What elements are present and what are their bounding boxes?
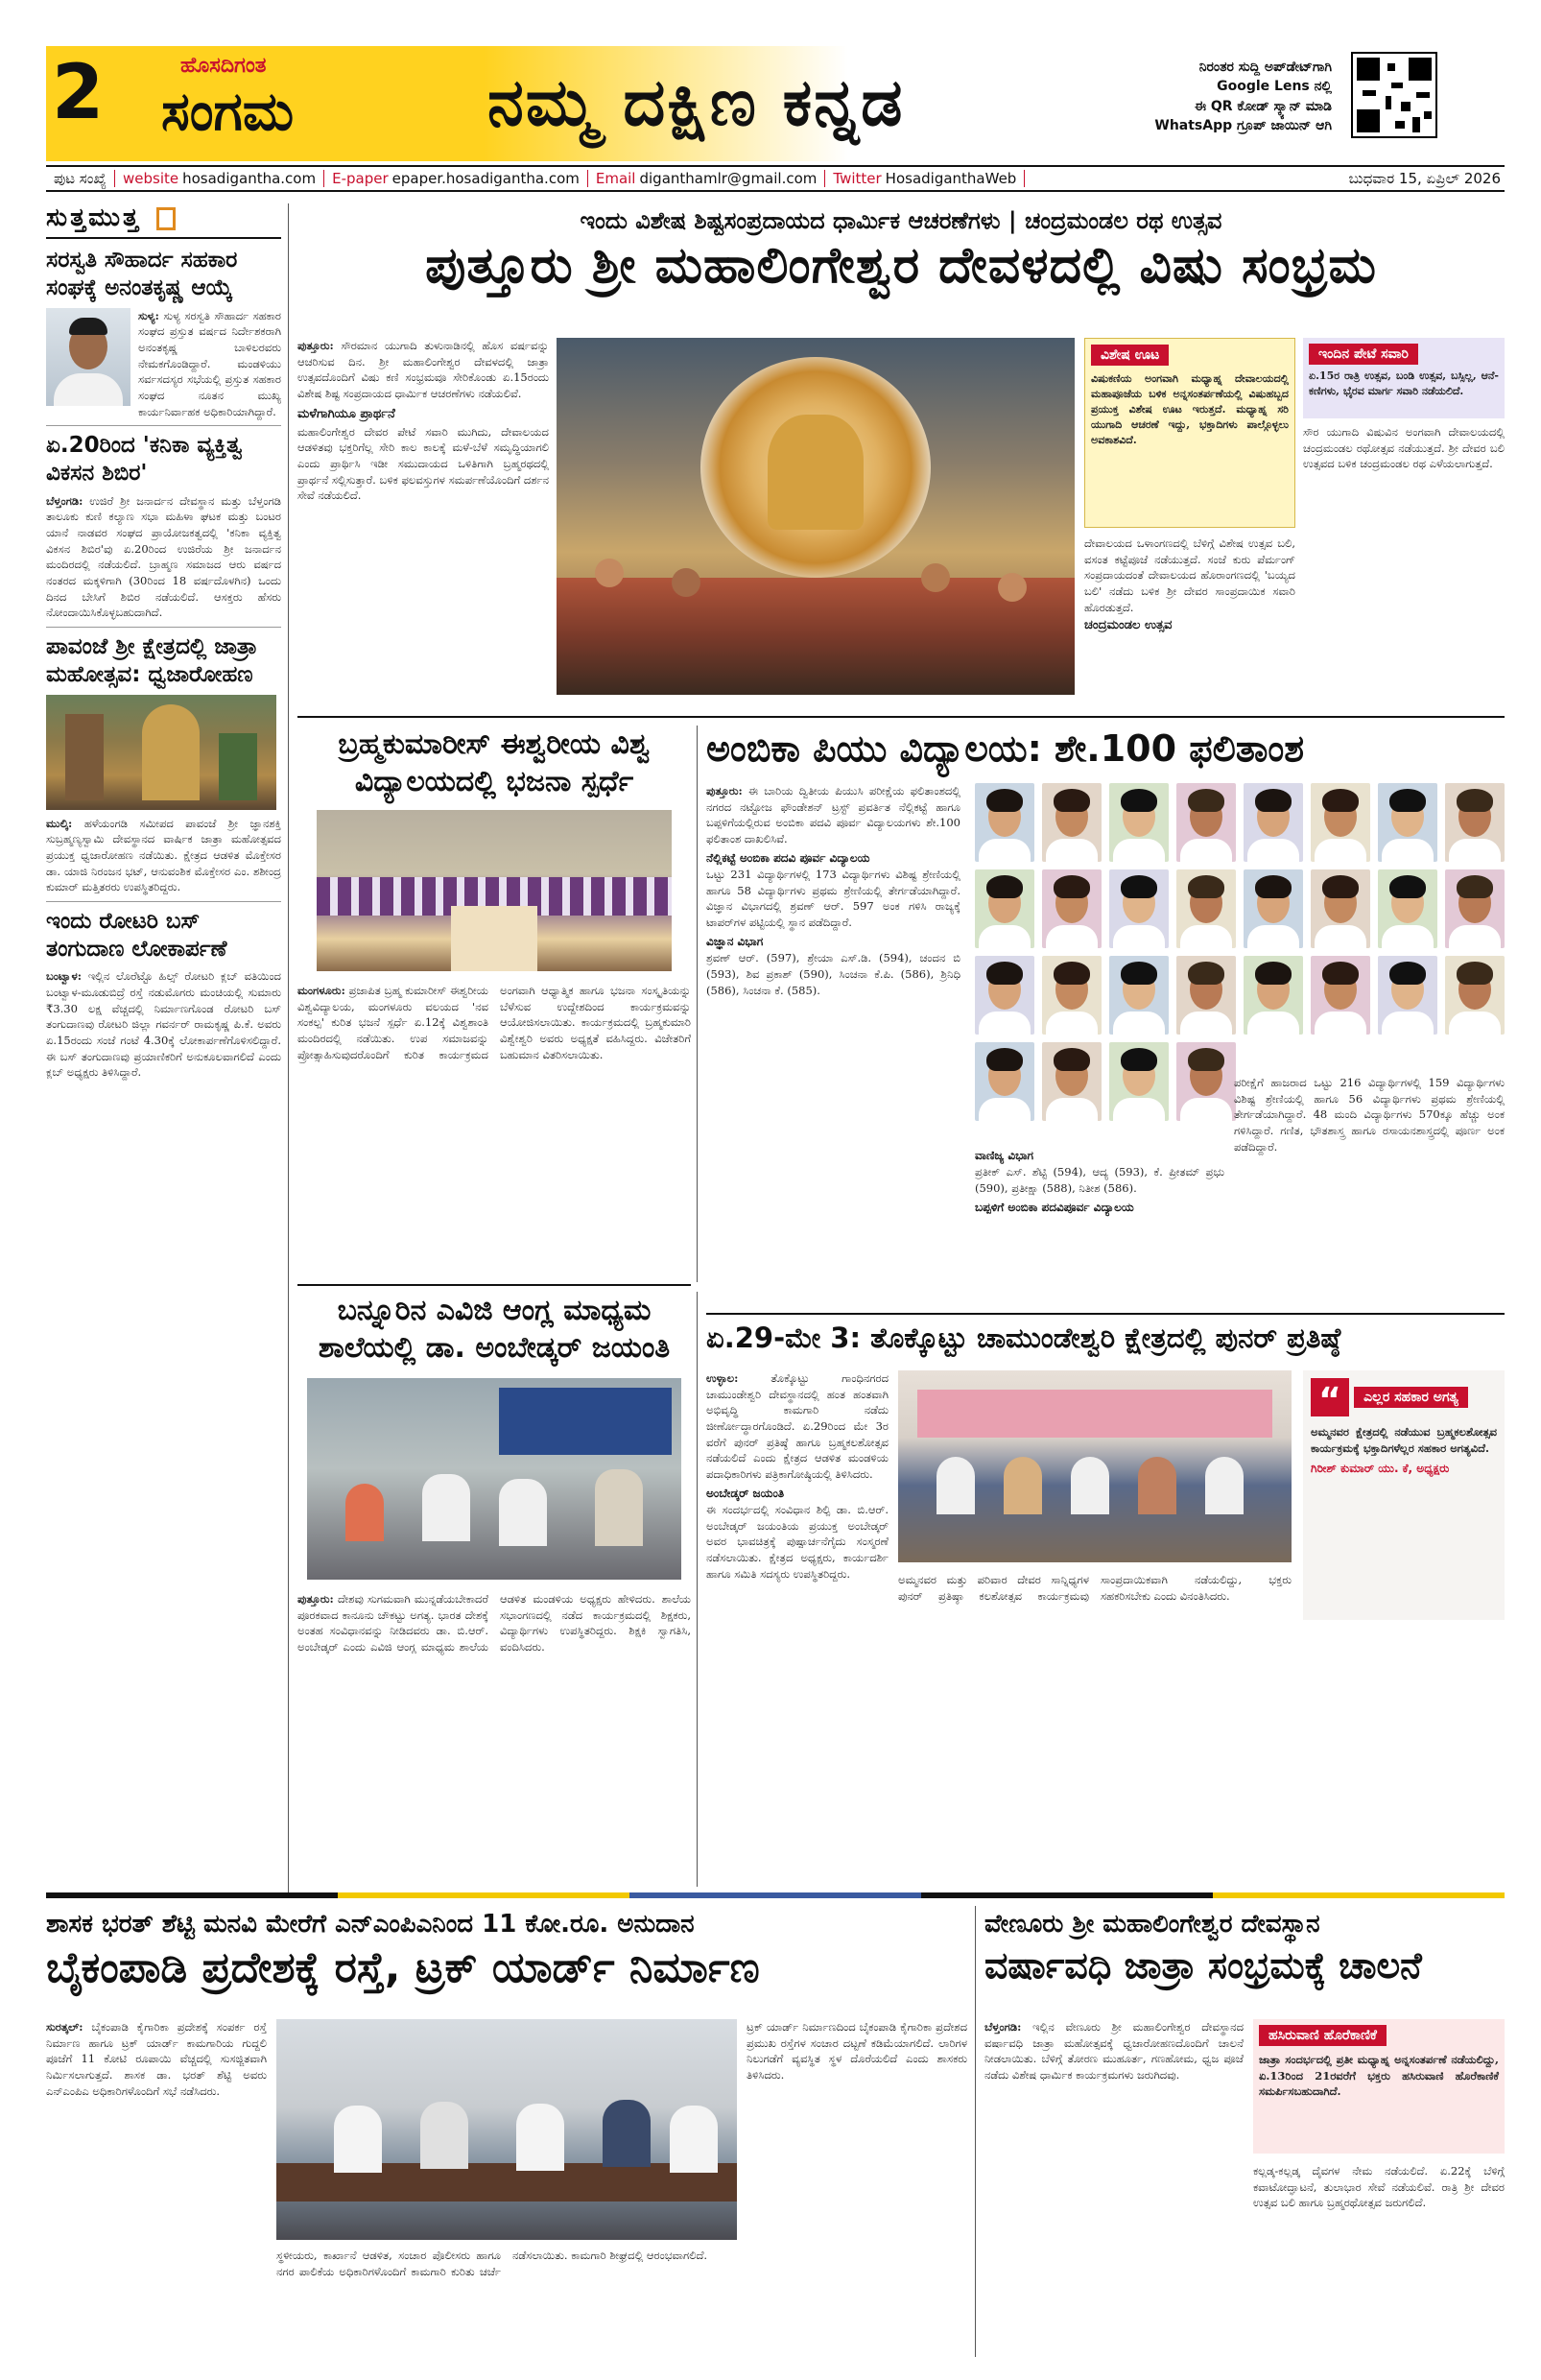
- section-rule: [297, 1284, 691, 1286]
- student-photo: [1042, 783, 1102, 862]
- ambika-subhead: ವಿಜ್ಞಾನ ವಿಭಾಗ: [706, 934, 764, 948]
- ambika-subhead: ವಾಣಿಜ್ಯ ವಿಭಾಗ: [975, 1149, 1033, 1162]
- lead-subhead: ಚಂದ್ರಮಂಡಲ ಉತ್ಸವ: [1084, 618, 1173, 633]
- student-photo: [1244, 869, 1303, 948]
- brahma-body: ಮಂಗಳೂರು: ಪ್ರಜಾಪಿತ ಬ್ರಹ್ಮ ಕುಮಾರೀಸ್ ಈಶ್ವರೀಯ ವಿಶ್ವವಿದ್ಯಾಲಯ, ಮಂಗಳೂರು ವಲಯದ 'ನವ ಸಂಕಲ್ಪ' ಕುರಿತ ಭಜನೆ ಸ್ಪರ್ಧೆ ಏ.12ಕ್ಕೆ ವಿಶ್ವಶಾಂತಿ ಮಂದಿರದಲ್ಲಿ ನಡೆಯಿತು. ಉಪ ಸಮಾಜವನ್ನು ಪ್ರೋತ್ಸಾಹಿಸುವುದರೊಂದಿಗೆ ಕುರಿತ ಕಾರ್ಯಕ್ರಮದ ಅಂಗವಾಗಿ ಆಧ್ಯಾತ್ಮಿಕ ಹಾಗೂ ಭಜನಾ ಸಂಸ್ಕೃತಿಯನ್ನು ಬೆಳೆಸುವ ಉದ್ದೇಶದಿಂದ ಕಾರ್ಯಕ್ರಮವನ್ನು ಆಯೋಜಿಸಲಾಯಿತು. ಕಾರ್ಯಕ್ರಮದಲ್ಲಿ ಬ್ರಹ್ಮಕುಮಾರಿ ವಿಶ್ವೇಶ್ವರಿ ಅವರು ಅಧ್ಯಕ್ಷತೆ ವಹಿಸಿದ್ದರು. ವಿಜೇತರಿಗೆ ಬಹುಮಾನ ವಿತರಿಸಲಾಯಿತು.: [297, 984, 691, 1061]
- ambika-subhead: ಬಪ್ಪಳಿಗೆ ಅಂಬಿಕಾ ಪದವಿಪೂರ್ವ ವಿದ್ಯಾಲಯ: [975, 1200, 1134, 1214]
- student-photo: [1176, 783, 1236, 862]
- baikampady-body-col1: ಸುರತ್ಕಲ್: ಬೈಕಂಪಾಡಿ ಕೈಗಾರಿಕಾ ಪ್ರದೇಶಕ್ಕೆ ಸಂಪರ್ಕ ರಸ್ತೆ ನಿರ್ಮಾಣ ಹಾಗೂ ಟ್ರಕ್ ಯಾರ್ಡ್ ಕಾಮಗಾರಿಯ ಗುದ್ದಲಿ ಪೂಜೆಗೆ 11 ಕೋಟಿ ರೂಪಾಯಿ ವೆಚ್ಚದಲ್ಲಿ ಸುಸಜ್ಜಿತವಾಗಿ ನಿರ್ಮಿಸಲಾಗುತ್ತದೆ. ಶಾಸಕ ಡಾ. ಭರತ್ ಶೆಟ್ಟಿ ಅವರು ಎನ್‌ಎಂಪಿಎ ಅಧಿಕಾರಿಗಳೊಂದಿಗೆ ಸಭೆ ನಡೆಸಿದರು.: [46, 2020, 267, 2098]
- chamundeshwari-body-col2: ಅಮ್ಮನವರ ಮತ್ತು ಪರಿವಾರ ದೇವರ ಸಾನ್ನಿಧ್ಯಗಳ ಪುನರ್ ಪ್ರತಿಷ್ಠಾ ಕಲಶೋತ್ಸವ ಕಾರ್ಯಕ್ರಮವು ಸಾಂಪ್ರದಾಯಿಕವಾಗಿ ನಡೆಯಲಿದ್ದು, ಭಕ್ತರು ಸಹಕರಿಸಬೇಕು ಎಂದು ವಿನಂತಿಸಿದರು.: [898, 1573, 1292, 1603]
- venur-headline: ವರ್ಷಾವಧಿ ಜಾತ್ರಾ ಸಂಭ್ರಮಕ್ಕೆ ಚಾಲನೆ: [984, 1944, 1422, 1987]
- qr-line: WhatsApp ಗ್ರೂಪ್ ಜಾಯಿನ್ ಆಗಿ: [1154, 117, 1332, 133]
- student-photo: [1109, 956, 1169, 1035]
- ambika-body-col3: ಪರೀಕ್ಷೆಗೆ ಹಾಜರಾದ ಒಟ್ಟು 216 ವಿದ್ಯಾರ್ಥಿಗಳಲ್ಲಿ 159 ವಿದ್ಯಾರ್ಥಿಗಳು ವಿಶಿಷ್ಟ ಶ್ರೇಣಿಯಲ್ಲಿ ಹಾಗೂ 56 ವಿದ್ಯಾರ್ಥಿಗಳು ಪ್ರಥಮ ಶ್ರೇಣಿಯಲ್ಲಿ ತೇರ್ಗಡೆಯಾಗಿದ್ದಾರೆ. 48 ಮಂದಿ ವಿದ್ಯಾರ್ಥಿಗಳು 570ಕ್ಕೂ ಹೆಚ್ಚು ಅಂಕ ಗಳಿಸಿದ್ದಾರೆ. ಗಣಿತ, ಭೌತಶಾಸ್ತ್ರ ಹಾಗೂ ರಸಾಯನಶಾಸ್ತ್ರದಲ್ಲಿ ಪೂರ್ಣ ಅಂಕ ಪಡೆದಿದ್ದಾರೆ.: [1234, 1076, 1505, 1154]
- student-photo: [1176, 1042, 1236, 1121]
- student-photo: [1109, 869, 1169, 948]
- box-text: ಜಾತ್ರಾ ಸಂದರ್ಭದಲ್ಲಿ ಪ್ರತೀ ಮಧ್ಯಾಹ್ನ ಅನ್ನಸಂತರ್ಪಣೆ ನಡೆಯಲಿದ್ದು, ಏ.13ರಿಂದ 21ರವರೆಗೆ ಭಕ್ತರು ಹಸಿರುವಾಣಿ ಹೊರೆಕಾಣಿಕೆ ಸಮರ್ಪಿಸಬಹುದಾಗಿದೆ.: [1259, 2053, 1499, 2099]
- brahma-story: [297, 726, 691, 1282]
- student-photo: [1445, 869, 1505, 948]
- lead-headline: ಪುತ್ತೂರು ಶ್ರೀ ಮಹಾಲಿಂಗೇಶ್ವರ ದೇವಳದಲ್ಲಿ ವಿಷು ಸಂಭ್ರಮ: [425, 237, 1377, 295]
- lead-body-col4: ಸೌರ ಯುಗಾದಿ ವಿಷುವಿನ ಅಂಗವಾಗಿ ದೇವಾಲಯದಲ್ಲಿ ಚಂದ್ರಮಂಡಲ ರಥೋತ್ಸವ ನಡೆಯುತ್ತದೆ. ಶ್ರೀ ದೇವರ ಬಲಿ ಉತ್ಸವದ ಬಳಿಕ ಚಂದ್ರಮಂಡಲ ರಥ ಎಳೆಯಲಾಗುತ್ತದೆ.: [1303, 425, 1505, 471]
- bhajan-photo: [317, 810, 672, 971]
- student-photo: [1311, 783, 1370, 862]
- venur-body-col1: ಬೆಳ್ತಂಗಡಿ: ಇಲ್ಲಿನ ವೇಣೂರು ಶ್ರೀ ಮಹಾಲಿಂಗೇಶ್ವರ ದೇವಸ್ಥಾನದ ವರ್ಷಾವಧಿ ಜಾತ್ರಾ ಮಹೋತ್ಸವಕ್ಕೆ ಧ್ವಜಾರೋಹಣದೊಂದಿಗೆ ಚಾಲನೆ ನೀಡಲಾಯಿತು. ಬೆಳಿಗ್ಗೆ ತೋರಣ ಮುಹೂರ್ತ, ಗಣಹೋಮ, ಧ್ವಜ ಪೂಜೆ ನಡೆದು ವಿಶೇಷ ಧಾರ್ಮಿಕ ಕಾರ್ಯಕ್ರಮಗಳು ಜರುಗಿದವು.: [984, 2020, 1244, 2082]
- lead-story: [297, 203, 1505, 712]
- student-photo: [1445, 783, 1505, 862]
- book-icon: [156, 207, 176, 230]
- qr-line: ನಿರಂತರ ಸುದ್ದಿ ಅಪ್‌ಡೇಟ್‌ಗಾಗಿ: [1198, 60, 1332, 75]
- student-photo: [1176, 869, 1236, 948]
- story-title: ಪಾವಂಜೆ ಶ್ರೀ ಕ್ಷೇತ್ರದಲ್ಲಿ ಜಾತ್ರಾ ಮಹೋತ್ಸವ: ಧ್ವಜಾರೋಹಣ: [46, 634, 258, 687]
- info-bar: [46, 165, 1505, 192]
- qr-line: Google Lens ನಲ್ಲಿ: [1217, 79, 1332, 95]
- student-photo: [1378, 869, 1437, 948]
- student-photo: [1176, 956, 1236, 1035]
- student-photo: [1042, 956, 1102, 1035]
- box-text: ಏ.15ರ ರಾತ್ರಿ ಉತ್ಸವ, ಬಂಡಿ ಉತ್ಸವ, ಬಸ್ಸಿಲ್ಲ, ಆನೆ-ಕಣಿಗಳು, ಭೈರವ ಮಾರ್ಗ ಸವಾರಿ ನಡೆಯಲಿದೆ.: [1309, 369, 1499, 397]
- email-link[interactable]: Email diganthamlr@gmail.com: [588, 170, 826, 187]
- person-photo: [46, 308, 130, 406]
- ambika-body-col1: ಪುತ್ತೂರು: ಈ ಬಾರಿಯ ದ್ವಿತೀಯ ಪಿಯುಸಿ ಪರೀಕ್ಷೆಯ ಫಲಿತಾಂಶದಲ್ಲಿ ನಗರದ ನಟ್ಟೋಜ ಫೌಂಡೇಶನ್ ಟ್ರಸ್ಟ್ ಪ್ರವರ್ತಿತ ನೆಲ್ಲಿಕಟ್ಟೆ ಹಾಗೂ ಬಪ್ಪಳಿಗೆಯಲ್ಲಿರುವ ಅಂಬಿಕಾ ಪದವಿ ಪೂರ್ವ ವಿದ್ಯಾಲಯಗಳು ಶೇ.100 ಫಲಿತಾಂಶ ದಾಖಲಿಸಿವೆ. ನೆಲ್ಲಿಕಟ್ಟೆ ಅಂಬಿಕಾ ಪದವಿ ಪೂರ್ವ ವಿದ್ಯಾಲಯ ಒಟ್ಟು 231 ವಿದ್ಯಾರ್ಥಿಗಳಲ್ಲಿ 173 ವಿದ್ಯಾರ್ಥಿಗಳು ವಿಶಿಷ್ಟ ಶ್ರೇಣಿಯಲ್ಲಿ ಹಾಗೂ 58 ವಿದ್ಯಾರ್ಥಿಗಳು ಪ್ರಥಮ ಶ್ರೇಣಿಯಲ್ಲಿ ತೇರ್ಗಡೆಯಾಗಿದ್ದಾರೆ. ವಿಜ್ಞಾನ ವಿಭಾಗದಲ್ಲಿ ಶ್ರವಣ್ ಆರ್. 597 ಅಂಕ ಗಳಿಸಿ ರಾಜ್ಯಕ್ಕೆ ಟಾಪರ್‌ಗಳ ಪಟ್ಟಿಯಲ್ಲಿ ಸ್ಥಾನ ಪಡೆದಿದ್ದಾರೆ. ವಿಜ್ಞಾನ ವಿಭಾಗ ಶ್ರವಣ್ ಆರ್. (597), ಶ್ರೇಯಾ ಎಸ್.ಡಿ. (594), ಚಂದನ ಬಿ (593), ಶಿವ ಪ್ರಕಾಶ್ (590), ಸಿಂಚನಾ ಕೆ.ಪಿ. (586), ಶ್ರಿನಿಧಿ (586), ಸಿಂಚನಾ ಕೆ. (585).: [706, 784, 960, 997]
- page-title: ನಮ್ಮ ದಕ್ಷಿಣ ಕನ್ನಡ: [487, 65, 905, 141]
- story-body: ಬೆಳ್ತಂಗಡಿ: ಉಜಿರೆ ಶ್ರೀ ಜನಾರ್ದನ ದೇವಸ್ಥಾನ ಮತ್ತು ಬೆಳ್ತಂಗಡಿ ತಾಲೂಕು ಕುಣಿ ಕಲ್ಯಾಣ ಸಭಾ ಮಹಿಳಾ ಘಟಕ ಮತ್ತು ಬಂಟರ ಯಾನೆ ನಾಡವರ ಸಂಘದ ಪ್ರಾಯೋಜಕತ್ವದಲ್ಲಿ 'ಕನಿಕಾ ವ್ಯಕ್ತಿತ್ವ ವಿಕಸನ ಶಿಬಿರ'ವು ಏ.20ರಿಂದ ಉಜಿರೆಯ ಶ್ರೀ ಜನಾರ್ದನ ಮಂದಿರದಲ್ಲಿ ನಡೆಯಲಿದೆ. ಬ್ರಾಹ್ಮಣ ಸಮಾಜದ ಆರು ವರ್ಷದ ನಂತರದ ಮಕ್ಕಳಿಗಾಗಿ (30ರಿಂದ 18 ವರ್ಷದೊಳಗಿನ) ಒಂದು ದಿನದ ಬೇಸಿಗೆ ಶಿಬಿರ ನಡೆಯಲಿದೆ. ಆಸಕ್ತರು ಹೆಸರು ನೋಂದಾಯಿಸಿಕೊಳ್ಳಬಹುದಾಗಿದೆ.: [46, 493, 281, 620]
- quote-text: ಅಮ್ಮನವರ ಕ್ಷೇತ್ರದಲ್ಲಿ ನಡೆಯುವ ಬ್ರಹ್ಮಕಲಶೋತ್ಸವ ಕಾರ್ಯಕ್ರಮಕ್ಕೆ ಭಕ್ತಾದಿಗಳೆಲ್ಲರ ಸಹಕಾರ ಅಗತ್ಯವಿದೆ.: [1311, 1425, 1497, 1455]
- column-divider: [975, 1906, 976, 2357]
- student-photo: [1378, 783, 1437, 862]
- student-photo: [1109, 1042, 1169, 1121]
- quote-author: ಗಿರೀಶ್ ಕುಮಾರ್ ಯು. ಕೆ, ಅಧ್ಯಕ್ಷರು: [1311, 1462, 1450, 1476]
- ambedkar-headline: ಬನ್ನೂರಿನ ಎವಿಜಿ ಆಂಗ್ಲ ಮಾಧ್ಯಮ ಶಾಲೆಯಲ್ಲಿ ಡಾ. ಅಂಬೇಡ್ಕರ್ ಜಯಂತಿ: [318, 1294, 671, 1365]
- story-body: ಸುಳ್ಯ: ಸುಳ್ಯ ಸರಸ್ವತಿ ಸೌಹಾರ್ದ ಸಹಕಾರ ಸಂಘದ ಪ್ರಸ್ತುತ ವರ್ಷದ ನಿರ್ದೇಶಕರಾಗಿ ಅನಂತಕೃಷ್ಣ ಬಾಳಿಲರವರು ನೇಮಕಗೊಂಡಿದ್ದಾರೆ. ಮಂಡಳಿಯು ಸರ್ವಸದಸ್ಯರ ಸಭೆಯಲ್ಲಿ ಪ್ರಸ್ತುತ ಸಹಕಾರ ಸಂಘದ ನೂತನ ಮುಖ್ಯ ಕಾರ್ಯನಿರ್ವಾಹಕ ಅಧಿಕಾರಿಯಾಗಿದ್ದಾರೆ.: [138, 308, 281, 418]
- ambika-story: [706, 726, 1505, 1311]
- story-body: ಮುಲ್ಕಿ: ಹಳೆಯಂಗಡಿ ಸಮೀಪದ ಪಾವಂಜೆ ಶ್ರೀ ಜ್ಞಾನಶಕ್ತಿ ಸುಬ್ರಹ್ಮಣ್ಯಸ್ವಾಮಿ ದೇವಸ್ಥಾನದ ವಾರ್ಷಿಕ ಜಾತ್ರಾ ಮಹೋತ್ಸವದ ಪ್ರಯುಕ್ತ ಧ್ವಜಾರೋಹಣ ನಡೆಯಿತು. ಕ್ಷೇತ್ರದ ಆಡಳಿತ ಮೊಕ್ತೇಸರ ಡಾ. ಯಾಜಿ ನಿರಂಜನ ಭಟ್, ಆನುವಂಶಿಕ ಮೊಕ್ತೇಸರ ಎಂ. ಶಶೀಂದ್ರ ಕುಮಾರ್ ಮತ್ತಿತರರು ಉಪಸ್ಥಿತರಿದ್ದರು.: [46, 816, 281, 894]
- student-photo: [1378, 956, 1437, 1035]
- column-divider: [697, 726, 698, 1282]
- venur-sidebox: [1253, 2019, 1505, 2154]
- lead-sidebox-1: [1084, 338, 1295, 528]
- student-photo: [1109, 783, 1169, 862]
- section-title: ಸಂಗಮ: [161, 81, 295, 143]
- qr-line: ಈ QR ಕೋಡ್ ಸ್ಕ್ಯಾನ್ ಮಾಡಿ: [1194, 98, 1332, 114]
- page-number: 2: [52, 50, 105, 136]
- venur-body-col2: ಕಲ್ಲಡ್ಕ-ಕಲ್ಲಡ್ಕ ದೈವಗಳ ನೇಮ ನಡೆಯಲಿದೆ. ಏ.22ಕ್ಕೆ ಬೆಳಿಗ್ಗೆ ಕವಾಟೋದ್ಘಾಟನೆ, ತುಲಾಭಾರ ಸೇವೆ ನಡೆಯಲಿವೆ. ರಾತ್ರಿ ಶ್ರೀ ದೇವರ ಉತ್ಸವ ಬಲಿ ಹಾಗೂ ಬ್ರಹ್ಮರಥೋತ್ಸವ ಜರುಗಲಿದೆ.: [1253, 2164, 1505, 2210]
- ambika-subhead: ನೆಲ್ಲಿಕಟ್ಟೆ ಅಂಬಿಕಾ ಪದವಿ ಪೂರ್ವ ವಿದ್ಯಾಲಯ: [706, 850, 870, 865]
- venur-kicker: ವೇಣೂರು ಶ್ರೀ ಮಹಾಲಿಂಗೇಶ್ವರ ದೇವಸ್ಥಾನ: [984, 1910, 1320, 1939]
- qr-instructions: [1082, 58, 1332, 135]
- box-text: ವಿಷುಕಣಿಯ ಅಂಗವಾಗಿ ಮಧ್ಯಾಹ್ನ ದೇವಾಲಯದಲ್ಲಿ ಮಹಾಪೂಜೆಯ ಬಳಿಕ ಅನ್ನಸಂತರ್ಪಣೆಯಲ್ಲಿ ವಿಷುಹಬ್ಬದ ಪ್ರಯುಕ್ತ ವಿಶೇಷ ಊಟ ಇರುತ್ತದೆ. ಮಧ್ಯಾಹ್ನ ಸರಿ ಯುಗಾದಿ ಆಚರಣೆ ಇದ್ದು, ಭಕ್ತಾದಿಗಳು ಪಾಲ್ಗೊಳ್ಳಲು ಅವಕಾಶವಿದೆ.: [1091, 372, 1289, 446]
- ambika-body-col2: ವಾಣಿಜ್ಯ ವಿಭಾಗ ಪ್ರತೀಕ್ ಎಸ್. ಶೆಟ್ಟಿ (594), ಆದ್ಯ (593), ಕೆ. ಪ್ರೀತಮ್ ಪ್ರಭು (590), ಪ್ರತೀಕ್ಷಾ (588), ನಿತೀಶ (586). ಬಪ್ಪಳಿಗೆ ಅಂಬಿಕಾ ಪದವಿಪೂರ್ವ ವಿದ್ಯಾಲಯ: [975, 1148, 1224, 1311]
- meeting-photo: [276, 2019, 737, 2240]
- column-divider: [288, 203, 289, 1892]
- lead-body-col3: ದೇವಾಲಯದ ಒಳಾಂಗಣದಲ್ಲಿ ಬೆಳಿಗ್ಗೆ ವಿಶೇಷ ಉತ್ಸವ ಬಲಿ, ವಸಂತ ಕಟ್ಟೆಪೂಜೆ ನಡೆಯುತ್ತದೆ. ಸಂಜೆ ಕುರು ಪೆರ್ಮಂಗ್ ಸಂಪ್ರದಾಯದಂತೆ ದೇವಾಲಯದ ಹೊರಾಂಗಣದಲ್ಲಿ 'ಬಯ್ಯದ ಬಲಿ' ನಡೆದು ಬಳಿಕ ಶ್ರೀ ದೇವರ ಸಾಂಪ್ರದಾಯಿಕ ಸವಾರಿ ಹೊರಡುತ್ತದೆ. ಚಂದ್ರಮಂಡಲ ಉತ್ಸವ: [1084, 536, 1295, 635]
- issue-date: ಬುಧವಾರ 15, ಏಪ್ರಿಲ್ 2026: [1348, 170, 1501, 187]
- sidebar-header: ಸುತ್ತಮುತ್ತ: [46, 203, 281, 239]
- student-photo: [1042, 1042, 1102, 1121]
- student-photo: [1445, 956, 1505, 1035]
- baikampady-headline: ಬೈಕಂಪಾಡಿ ಪ್ರದೇಶಕ್ಕೆ ರಸ್ತೆ, ಟ್ರಕ್ ಯಾರ್ಡ್ ನಿರ್ಮಾಣ: [46, 1943, 760, 1992]
- ambika-headline: ಅಂಬಿಕಾ ಪಿಯು ವಿದ್ಯಾಲಯ: ಶೇ.100 ಫಲಿತಾಂಶ: [706, 727, 1305, 770]
- lead-sidebox-2: [1303, 338, 1505, 418]
- press-meet-photo: [898, 1370, 1292, 1562]
- website-link[interactable]: website hosadigantha.com: [115, 170, 324, 187]
- twitter-link[interactable]: Twitter HosadiganthaWeb: [825, 170, 1025, 187]
- student-photo: [1311, 869, 1370, 948]
- story-body: ಬಂಟ್ವಾಳ: ಇಲ್ಲಿನ ಲೊರೆಟ್ಟೊ ಹಿಲ್ಸ್ ರೋಟರಿ ಕ್ಲಬ್ ವತಿಯಿಂದ ಬಂಟ್ವಾಳ-ಮೂಡುಬಿದ್ರೆ ರಸ್ತೆ ನಡುಮೊಗರು ಮಂಚಿಯಲ್ಲಿ ಸುಮಾರು ₹3.30 ಲಕ್ಷ ವೆಚ್ಚದಲ್ಲಿ ನಿರ್ಮಾಣಗೊಂಡ ರೋಟರಿ ಬಸ್ ತಂಗುದಾಣವು ರೋಟರಿ ಜಿಲ್ಲಾ ಗವರ್ನರ್ ರಾಮಕೃಷ್ಣ ಪಿ.ಕೆ. ಅವರು ಏ.15ರಂದು ಸಂಜೆ ಗಂಟೆ 4.30ಕ್ಕೆ ಲೋಕಾರ್ಪಣೆಗೊಳಿಸಲಿದ್ದಾರೆ. ಈ ಬಸ್ ತಂಗುದಾಣವು ಪ್ರಯಾಣಿಕರಿಗೆ ಅನುಕೂಲವಾಗಲಿದೆ ಎಂದು ಕ್ಲಬ್ ಅಧ್ಯಕ್ಷರು ತಿಳಿಸಿದ್ದಾರೆ.: [46, 969, 281, 1080]
- column-divider: [697, 1292, 698, 1887]
- lead-body-col1: ಪುತ್ತೂರು: ಸೌರಮಾನ ಯುಗಾದಿ ತುಳುನಾಡಿನಲ್ಲಿ ಹೊಸ ವರ್ಷವನ್ನು ಆಚರಿಸುವ ದಿನ. ಶ್ರೀ ಮಹಾಲಿಂಗೇಶ್ವರ ದೇವಳದಲ್ಲಿ ಜಾತ್ರಾ ಉತ್ಸವದೊಂದಿಗೆ ವಿಷು ಕಣಿ ಸಂಭ್ರಮವೂ ಸೇರಿಕೊಂಡು ಏ.15ರಂದು ವಿಶೇಷ ಶಿಷ್ಟ ಸಂಪ್ರದಾಯದ ಧಾರ್ಮಿಕ ಆಚರಣೆಗಳು ನಡೆಯಲಿವೆ. ಮಳೆಗಾಗಿಯೂ ಪ್ರಾರ್ಥನೆ ಮಹಾಲಿಂಗೇಶ್ವರ ದೇವರ ಪೇಟೆ ಸವಾರಿ ಮುಗಿದು, ದೇವಾಲಯದ ಆಡಳಿತವು ಭಕ್ತರಿಗೆಲ್ಲ ಸೇರಿ ಕಾಲ ಕಾಲಕ್ಕೆ ಮಳೆ-ಬೆಳೆ ಸಮೃದ್ಧಿಯಾಗಲಿ ಎಂದು ಪ್ರಾರ್ಥಿಸಿ ಇಡೀ ಸಮುದಾಯದ ಒಳಿತಿಗಾಗಿ ಬ್ರಹ್ಮರಥದಲ್ಲಿ ಪ್ರಾರ್ಥನೆ ಸಲ್ಲಿಸುತ್ತಾರೆ. ಬಳಿಕ ಫಲವಸ್ತುಗಳ ಸಮರ್ಪಣೆಯೊಂದಿಗೆ ದರ್ಶನ ಸೇವೆ ನಡೆಯಲಿದೆ.: [297, 339, 550, 503]
- chamundeshwari-subhead: ಅಂಬೇಡ್ಕರ್ ಜಯಂತಿ: [706, 1486, 785, 1500]
- student-photo: [975, 1042, 1034, 1121]
- student-photo: [1311, 956, 1370, 1035]
- student-photo: [975, 956, 1034, 1035]
- temple-photo: [46, 695, 276, 810]
- quote-icon: “: [1311, 1378, 1349, 1416]
- ambedkar-story: [297, 1292, 691, 1887]
- baikampady-body-col2: ಸ್ಥಳೀಯರು, ಕಾರ್ಖಾನೆ ಆಡಳಿತ, ಸಂಚಾರ ಪೊಲೀಸರು ಹಾಗೂ ನಗರ ಪಾಲಿಕೆಯ ಅಧಿಕಾರಿಗಳೊಂದಿಗೆ ಕಾಮಗಾರಿ ಕುರಿತು ಚರ್ಚೆ ನಡೆಸಲಾಯಿತು. ಕಾಮಗಾರಿ ಶೀಘ್ರದಲ್ಲಿ ಆರಂಭವಾಗಲಿದೆ.: [276, 2249, 708, 2278]
- epaper-link[interactable]: E-paper epaper.hosadigantha.com: [324, 170, 588, 187]
- masthead: [46, 46, 1505, 161]
- brand-small-logo: ಹೊಸದಿಗಂತ: [180, 54, 267, 78]
- chamundeshwari-body-col1: ಉಳ್ಳಾಲ: ತೊಕ್ಕೊಟ್ಟು ಗಾಂಧಿನಗರದ ಚಾಮುಂಡೇಶ್ವರಿ ದೇವಸ್ಥಾನದಲ್ಲಿ ಹಂತ ಹಂತವಾಗಿ ಅಭಿವೃದ್ಧಿ ಕಾಮಗಾರಿ ನಡೆದು ಜೀರ್ಣೋದ್ಧಾರಗೊಂಡಿದೆ. ಏ.29ರಿಂದ ಮೇ 3ರ ವರೆಗೆ ಪುನರ್ ಪ್ರತಿಷ್ಠೆ ಹಾಗೂ ಬ್ರಹ್ಮಕಲಶೋತ್ಸವ ನಡೆಯಲಿದೆ ಎಂದು ಕ್ಷೇತ್ರದ ಆಡಳಿತ ಮಂಡಳಿಯ ಪದಾಧಿಕಾರಿಗಳು ಪತ್ರಿಕಾಗೋಷ್ಠಿಯಲ್ಲಿ ತಿಳಿಸಿದರು. ಅಂಬೇಡ್ಕರ್ ಜಯಂತಿ ಈ ಸಂದರ್ಭದಲ್ಲಿ ಸಂವಿಧಾನ ಶಿಲ್ಪಿ ಡಾ. ಬಿ.ಆರ್. ಅಂಬೇಡ್ಕರ್ ಜಯಂತಿಯ ಪ್ರಯುಕ್ತ ಅಂಬೇಡ್ಕರ್ ಅವರ ಭಾವಚಿತ್ರಕ್ಕೆ ಪುಷ್ಪಾರ್ಚನೆಗೈದು ಸಂಸ್ಮರಣೆ ನಡೆಸಲಾಯಿತು. ಕ್ಷೇತ್ರದ ಅಧ್ಯಕ್ಷರು, ಕಾರ್ಯದರ್ಶಿ ಹಾಗೂ ಸಮಿತಿ ಸದಸ್ಯರು ಉಪಸ್ಥಿತರಿದ್ದರು.: [706, 1371, 889, 1581]
- chamundeshwari-story: [706, 1321, 1505, 1887]
- ambedkar-photo: [307, 1378, 681, 1580]
- box-title: ಹಸಿರುವಾಣಿ ಹೊರೆಕಾಣಿಕೆ: [1259, 2025, 1387, 2046]
- lead-subhead: ಮಳೆಗಾಗಿಯೂ ಪ್ರಾರ್ಥನೆ: [297, 406, 395, 421]
- lead-kicker: ಇಂದು ವಿಶೇಷ ಶಿಷ್ಟಸಂಪ್ರದಾಯದ ಧಾರ್ಮಿಕ ಆಚರಣೆಗಳು | ಚಂದ್ರಮಂಡಲ ರಥ ಉತ್ಸವ: [580, 207, 1222, 234]
- baikampady-kicker: ಶಾಸಕ ಭರತ್ ಶೆಟ್ಟಿ ಮನವಿ ಮೇರೆಗೆ ಎನ್‌ಎಂಪಿಎನಿಂದ 11 ಕೋ.ರೂ. ಅನುದಾನ: [46, 1910, 695, 1939]
- story-title: ಸರಸ್ವತಿ ಸೌಹಾರ್ದ ಸಹಕಾರ ಸಂಘಕ್ಕೆ ಅನಂತಕೃಷ್ಣ ಆಯ್ಕೆ: [46, 248, 238, 300]
- lead-photo: [557, 338, 1075, 695]
- brahma-headline: ಬ್ರಹ್ಮಕುಮಾರೀಸ್ ಈಶ್ವರೀಯ ವಿಶ್ವ ವಿದ್ಯಾಲಯದಲ್ಲಿ ಭಜನಾ ಸ್ಪರ್ಧೆ: [338, 727, 651, 798]
- story-title: ಏ.20ರಿಂದ 'ಕನಿಕಾ ವ್ಯಕ್ತಿತ್ವ ವಿಕಸನ ಶಿಬಿರ': [46, 433, 243, 486]
- venur-story: [984, 1906, 1505, 2367]
- baikampady-body-col3: ಟ್ರಕ್ ಯಾರ್ಡ್ ನಿರ್ಮಾಣದಿಂದ ಬೈಕಂಪಾಡಿ ಕೈಗಾರಿಕಾ ಪ್ರದೇಶದ ಪ್ರಮುಖ ರಸ್ತೆಗಳ ಸಂಚಾರ ದಟ್ಟಣೆ ಕಡಿಮೆಯಾಗಲಿದೆ. ಲಾರಿಗಳ ನಿಲುಗಡೆಗೆ ವ್ಯವಸ್ಥಿತ ಸ್ಥಳ ದೊರೆಯಲಿದೆ ಎಂದು ಶಾಸಕರು ತಿಳಿಸಿದರು.: [747, 2020, 967, 2082]
- student-photo: [975, 869, 1034, 948]
- ambedkar-body: ಪುತ್ತೂರು: ದೇಶವು ಸುಗಮವಾಗಿ ಮುನ್ನಡೆಯಬೇಕಾದರೆ ಪೂರಕವಾದ ಕಾನೂನು ಚೌಕಟ್ಟು ಅಗತ್ಯ. ಭಾರತ ದೇಶಕ್ಕೆ ಅಂತಹ ಸಂವಿಧಾನವನ್ನು ನೀಡಿದವರು ಡಾ. ಬಿ.ಆರ್. ಅಂಬೇಡ್ಕರ್ ಎಂದು ಎವಿಜಿ ಆಂಗ್ಲ ಮಾಧ್ಯಮ ಶಾಲೆಯ ಆಡಳಿತ ಮಂಡಳಿಯ ಅಧ್ಯಕ್ಷರು ಹೇಳಿದರು. ಶಾಲೆಯ ಸಭಾಂಗಣದಲ್ಲಿ ನಡೆದ ಕಾರ್ಯಕ್ರಮದಲ್ಲಿ ಶಿಕ್ಷಕರು, ವಿದ್ಯಾರ್ಥಿಗಳು ಉಪಸ್ಥಿತರಿದ್ದರು. ಶಿಕ್ಷಕಿ ಸ್ವಾಗತಿಸಿ, ವಂದಿಸಿದರು.: [297, 1592, 691, 1654]
- student-photo: [1244, 956, 1303, 1035]
- section-rule: [297, 716, 1505, 718]
- student-photo: [1244, 783, 1303, 862]
- qr-code-icon[interactable]: [1351, 52, 1437, 138]
- quote-box: [1303, 1370, 1505, 1620]
- section-rule: [706, 1313, 1505, 1315]
- quote-title: ಎಲ್ಲರ ಸಹಕಾರ ಅಗತ್ಯ: [1354, 1387, 1468, 1408]
- chamundeshwari-headline: ಏ.29-ಮೇ 3: ತೊಕ್ಕೊಟ್ಟು ಚಾಮುಂಡೇಶ್ವರಿ ಕ್ಷೇತ್ರದಲ್ಲಿ ಪುನರ್ ಪ್ರತಿಷ್ಠೆ: [706, 1321, 1341, 1354]
- baikampady-story: [46, 1906, 967, 2367]
- color-stripe: [46, 1892, 1505, 1898]
- story-title: ಇಂದು ರೋಟರಿ ಬಸ್ ತಂಗುದಾಣ ಲೋಕಾರ್ಪಣೆ: [46, 908, 227, 962]
- edition-label: ಪುಟ ಸಂಖ್ಯೆ: [46, 170, 115, 187]
- box-title: ಇಂದಿನ ಪೇಟೆ ಸವಾರಿ: [1309, 344, 1418, 365]
- sidebar: [46, 203, 281, 1891]
- student-photo: [1042, 869, 1102, 948]
- student-photo: [975, 783, 1034, 862]
- box-title: ವಿಶೇಷ ಊಟ: [1091, 345, 1169, 366]
